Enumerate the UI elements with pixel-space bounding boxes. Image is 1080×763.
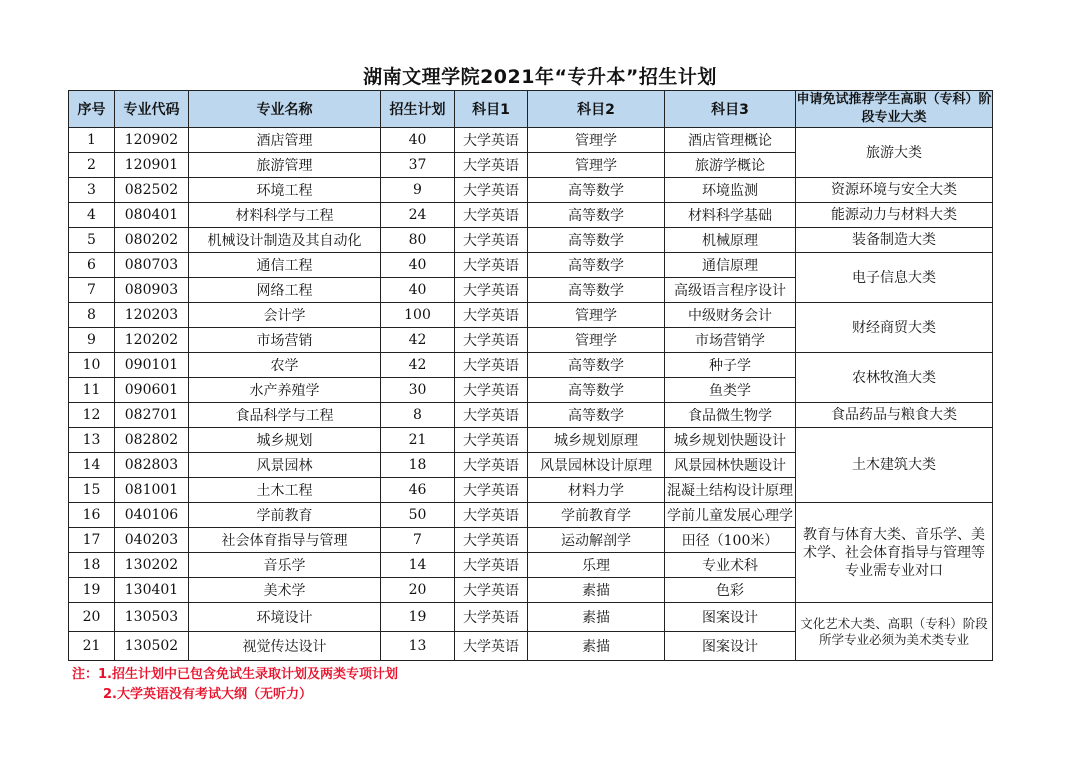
footnotes [72, 665, 398, 705]
major-code-cell: 081001 [115, 478, 189, 503]
subject-2-cell: 乐理 [528, 553, 665, 578]
subject-3-cell: 混凝土结构设计原理 [665, 478, 796, 503]
subject-2-cell: 高等数学 [528, 403, 665, 428]
quota-cell: 8 [381, 403, 455, 428]
subject-3-cell: 学前儿童发展心理学 [665, 503, 796, 528]
major-name-cell: 社会体育指导与管理 [189, 528, 381, 553]
row-index-cell: 6 [69, 253, 115, 278]
major-name-cell: 城乡规划 [189, 428, 381, 453]
subject-2-cell: 高等数学 [528, 278, 665, 303]
subject-2-cell: 管理学 [528, 128, 665, 153]
subject-2-cell: 高等数学 [528, 203, 665, 228]
quota-cell: 13 [381, 632, 455, 661]
subject-3-cell: 机械原理 [665, 228, 796, 253]
subject-1-cell: 大学英语 [455, 228, 528, 253]
major-code-cell: 080703 [115, 253, 189, 278]
footnote-2: 2.大学英语没有考试大纲（无听力） [103, 687, 312, 702]
subject-1-cell: 大学英语 [455, 503, 528, 528]
category-cell: 资源环境与安全大类 [796, 178, 993, 203]
quota-cell: 100 [381, 303, 455, 328]
category-cell: 财经商贸大类 [796, 303, 993, 353]
subject-3-cell: 鱼类学 [665, 378, 796, 403]
subject-3-cell: 风景园林快题设计 [665, 453, 796, 478]
subject-3-cell: 色彩 [665, 578, 796, 603]
header-major: 专业名称 [189, 91, 381, 128]
major-code-cell: 080401 [115, 203, 189, 228]
major-code-cell: 120901 [115, 153, 189, 178]
subject-1-cell: 大学英语 [455, 328, 528, 353]
subject-1-cell: 大学英语 [455, 603, 528, 632]
major-name-cell: 通信工程 [189, 253, 381, 278]
quota-cell: 20 [381, 578, 455, 603]
major-name-cell: 美术学 [189, 578, 381, 603]
quota-cell: 14 [381, 553, 455, 578]
major-name-cell: 学前教育 [189, 503, 381, 528]
major-name-cell: 市场营销 [189, 328, 381, 353]
subject-1-cell: 大学英语 [455, 128, 528, 153]
major-name-cell: 材料科学与工程 [189, 203, 381, 228]
major-name-cell: 农学 [189, 353, 381, 378]
subject-1-cell: 大学英语 [455, 553, 528, 578]
row-index-cell: 17 [69, 528, 115, 553]
major-code-cell: 082701 [115, 403, 189, 428]
subject-1-cell: 大学英语 [455, 378, 528, 403]
quota-cell: 42 [381, 353, 455, 378]
subject-1-cell: 大学英语 [455, 203, 528, 228]
quota-cell: 21 [381, 428, 455, 453]
row-index-cell: 8 [69, 303, 115, 328]
major-name-cell: 旅游管理 [189, 153, 381, 178]
table-row [69, 253, 993, 278]
major-name-cell: 会计学 [189, 303, 381, 328]
subject-3-cell: 专业术科 [665, 553, 796, 578]
table-row [69, 403, 993, 428]
header-subject2: 科目2 [528, 91, 665, 128]
quota-cell: 46 [381, 478, 455, 503]
subject-3-cell: 通信原理 [665, 253, 796, 278]
subject-1-cell: 大学英语 [455, 578, 528, 603]
major-code-cell: 090601 [115, 378, 189, 403]
page-title: 湖南文理学院2021年“专升本”招生计划 [363, 66, 717, 88]
major-code-cell: 082502 [115, 178, 189, 203]
subject-2-cell: 管理学 [528, 153, 665, 178]
major-code-cell: 130503 [115, 603, 189, 632]
major-name-cell: 风景园林 [189, 453, 381, 478]
category-cell: 农林牧渔大类 [796, 353, 993, 403]
quota-cell: 18 [381, 453, 455, 478]
subject-3-cell: 环境监测 [665, 178, 796, 203]
row-index-cell: 3 [69, 178, 115, 203]
subject-3-cell: 材料科学基础 [665, 203, 796, 228]
category-cell: 旅游大类 [796, 128, 993, 178]
row-index-cell: 19 [69, 578, 115, 603]
table-row [69, 503, 993, 528]
row-index-cell: 11 [69, 378, 115, 403]
major-name-cell: 酒店管理 [189, 128, 381, 153]
subject-2-cell: 城乡规划原理 [528, 428, 665, 453]
row-index-cell: 16 [69, 503, 115, 528]
quota-cell: 19 [381, 603, 455, 632]
major-name-cell: 视觉传达设计 [189, 632, 381, 661]
subject-1-cell: 大学英语 [455, 478, 528, 503]
subject-3-cell: 城乡规划快题设计 [665, 428, 796, 453]
subject-3-cell: 酒店管理概论 [665, 128, 796, 153]
subject-3-cell: 图案设计 [665, 603, 796, 632]
major-code-cell: 130502 [115, 632, 189, 661]
major-name-cell: 水产养殖学 [189, 378, 381, 403]
major-code-cell: 040203 [115, 528, 189, 553]
category-cell: 教育与体育大类、音乐学、美术学、社会体育指导与管理等专业需专业对口 [796, 503, 993, 603]
row-index-cell: 12 [69, 403, 115, 428]
subject-3-cell: 中级财务会计 [665, 303, 796, 328]
major-code-cell: 130202 [115, 553, 189, 578]
row-index-cell: 10 [69, 353, 115, 378]
major-name-cell: 机械设计制造及其自动化 [189, 228, 381, 253]
major-name-cell: 环境工程 [189, 178, 381, 203]
header-quota: 招生计划 [381, 91, 455, 128]
subject-2-cell: 素描 [528, 578, 665, 603]
subject-2-cell: 管理学 [528, 303, 665, 328]
table-row [69, 303, 993, 328]
quota-cell: 37 [381, 153, 455, 178]
quota-cell: 7 [381, 528, 455, 553]
quota-cell: 40 [381, 278, 455, 303]
major-name-cell: 土木工程 [189, 478, 381, 503]
table-row [69, 353, 993, 378]
row-index-cell: 15 [69, 478, 115, 503]
row-index-cell: 14 [69, 453, 115, 478]
subject-2-cell: 素描 [528, 632, 665, 661]
subject-3-cell: 高级语言程序设计 [665, 278, 796, 303]
major-code-cell: 080903 [115, 278, 189, 303]
subject-2-cell: 高等数学 [528, 178, 665, 203]
major-code-cell: 120202 [115, 328, 189, 353]
quota-cell: 80 [381, 228, 455, 253]
subject-2-cell: 材料力学 [528, 478, 665, 503]
subject-1-cell: 大学英语 [455, 353, 528, 378]
quota-cell: 42 [381, 328, 455, 353]
major-code-cell: 090101 [115, 353, 189, 378]
category-cell: 土木建筑大类 [796, 428, 993, 503]
category-cell: 食品药品与粮食大类 [796, 403, 993, 428]
quota-cell: 40 [381, 128, 455, 153]
category-cell: 装备制造大类 [796, 228, 993, 253]
major-code-cell: 040106 [115, 503, 189, 528]
quota-cell: 30 [381, 378, 455, 403]
subject-1-cell: 大学英语 [455, 453, 528, 478]
subject-2-cell: 运动解剖学 [528, 528, 665, 553]
subject-2-cell: 高等数学 [528, 378, 665, 403]
subject-2-cell: 风景园林设计原理 [528, 453, 665, 478]
subject-1-cell: 大学英语 [455, 303, 528, 328]
enrollment-table [68, 90, 993, 661]
row-index-cell: 21 [69, 632, 115, 661]
table-row [69, 428, 993, 453]
subject-1-cell: 大学英语 [455, 403, 528, 428]
subject-3-cell: 图案设计 [665, 632, 796, 661]
major-code-cell: 120902 [115, 128, 189, 153]
major-name-cell: 网络工程 [189, 278, 381, 303]
category-cell: 能源动力与材料大类 [796, 203, 993, 228]
header-index: 序号 [69, 91, 115, 128]
major-code-cell: 082802 [115, 428, 189, 453]
subject-2-cell: 学前教育学 [528, 503, 665, 528]
category-cell: 电子信息大类 [796, 253, 993, 303]
row-index-cell: 4 [69, 203, 115, 228]
row-index-cell: 1 [69, 128, 115, 153]
subject-1-cell: 大学英语 [455, 253, 528, 278]
subject-1-cell: 大学英语 [455, 278, 528, 303]
quota-cell: 40 [381, 253, 455, 278]
footnote-1: 注：1.招生计划中已包含免试生录取计划及两类专项计划 [72, 667, 398, 682]
subject-1-cell: 大学英语 [455, 153, 528, 178]
subject-1-cell: 大学英语 [455, 178, 528, 203]
subject-1-cell: 大学英语 [455, 528, 528, 553]
subject-2-cell: 管理学 [528, 328, 665, 353]
subject-3-cell: 食品微生物学 [665, 403, 796, 428]
header-code: 专业代码 [115, 91, 189, 128]
row-index-cell: 5 [69, 228, 115, 253]
row-index-cell: 2 [69, 153, 115, 178]
subject-3-cell: 田径（100米） [665, 528, 796, 553]
row-index-cell: 18 [69, 553, 115, 578]
header-subject1: 科目1 [455, 91, 528, 128]
table-row [69, 228, 993, 253]
category-cell: 文化艺术大类、高职（专科）阶段所学专业必须为美术类专业 [796, 603, 993, 661]
subject-3-cell: 种子学 [665, 353, 796, 378]
row-index-cell: 13 [69, 428, 115, 453]
subject-1-cell: 大学英语 [455, 428, 528, 453]
header-subject3: 科目3 [665, 91, 796, 128]
header-category: 申请免试推荐学生高职（专科）阶段专业大类 [796, 91, 993, 128]
subject-2-cell: 素描 [528, 603, 665, 632]
table-row [69, 128, 993, 153]
table-header-row [69, 91, 993, 128]
table-row [69, 603, 993, 632]
subject-3-cell: 旅游学概论 [665, 153, 796, 178]
row-index-cell: 7 [69, 278, 115, 303]
quota-cell: 9 [381, 178, 455, 203]
major-code-cell: 120203 [115, 303, 189, 328]
quota-cell: 24 [381, 203, 455, 228]
major-code-cell: 130401 [115, 578, 189, 603]
subject-2-cell: 高等数学 [528, 228, 665, 253]
subject-3-cell: 市场营销学 [665, 328, 796, 353]
row-index-cell: 20 [69, 603, 115, 632]
major-name-cell: 音乐学 [189, 553, 381, 578]
major-code-cell: 080202 [115, 228, 189, 253]
row-index-cell: 9 [69, 328, 115, 353]
subject-1-cell: 大学英语 [455, 632, 528, 661]
major-code-cell: 082803 [115, 453, 189, 478]
major-name-cell: 环境设计 [189, 603, 381, 632]
subject-2-cell: 高等数学 [528, 253, 665, 278]
table-row [69, 178, 993, 203]
major-name-cell: 食品科学与工程 [189, 403, 381, 428]
subject-2-cell: 高等数学 [528, 353, 665, 378]
table-row [69, 203, 993, 228]
quota-cell: 50 [381, 503, 455, 528]
